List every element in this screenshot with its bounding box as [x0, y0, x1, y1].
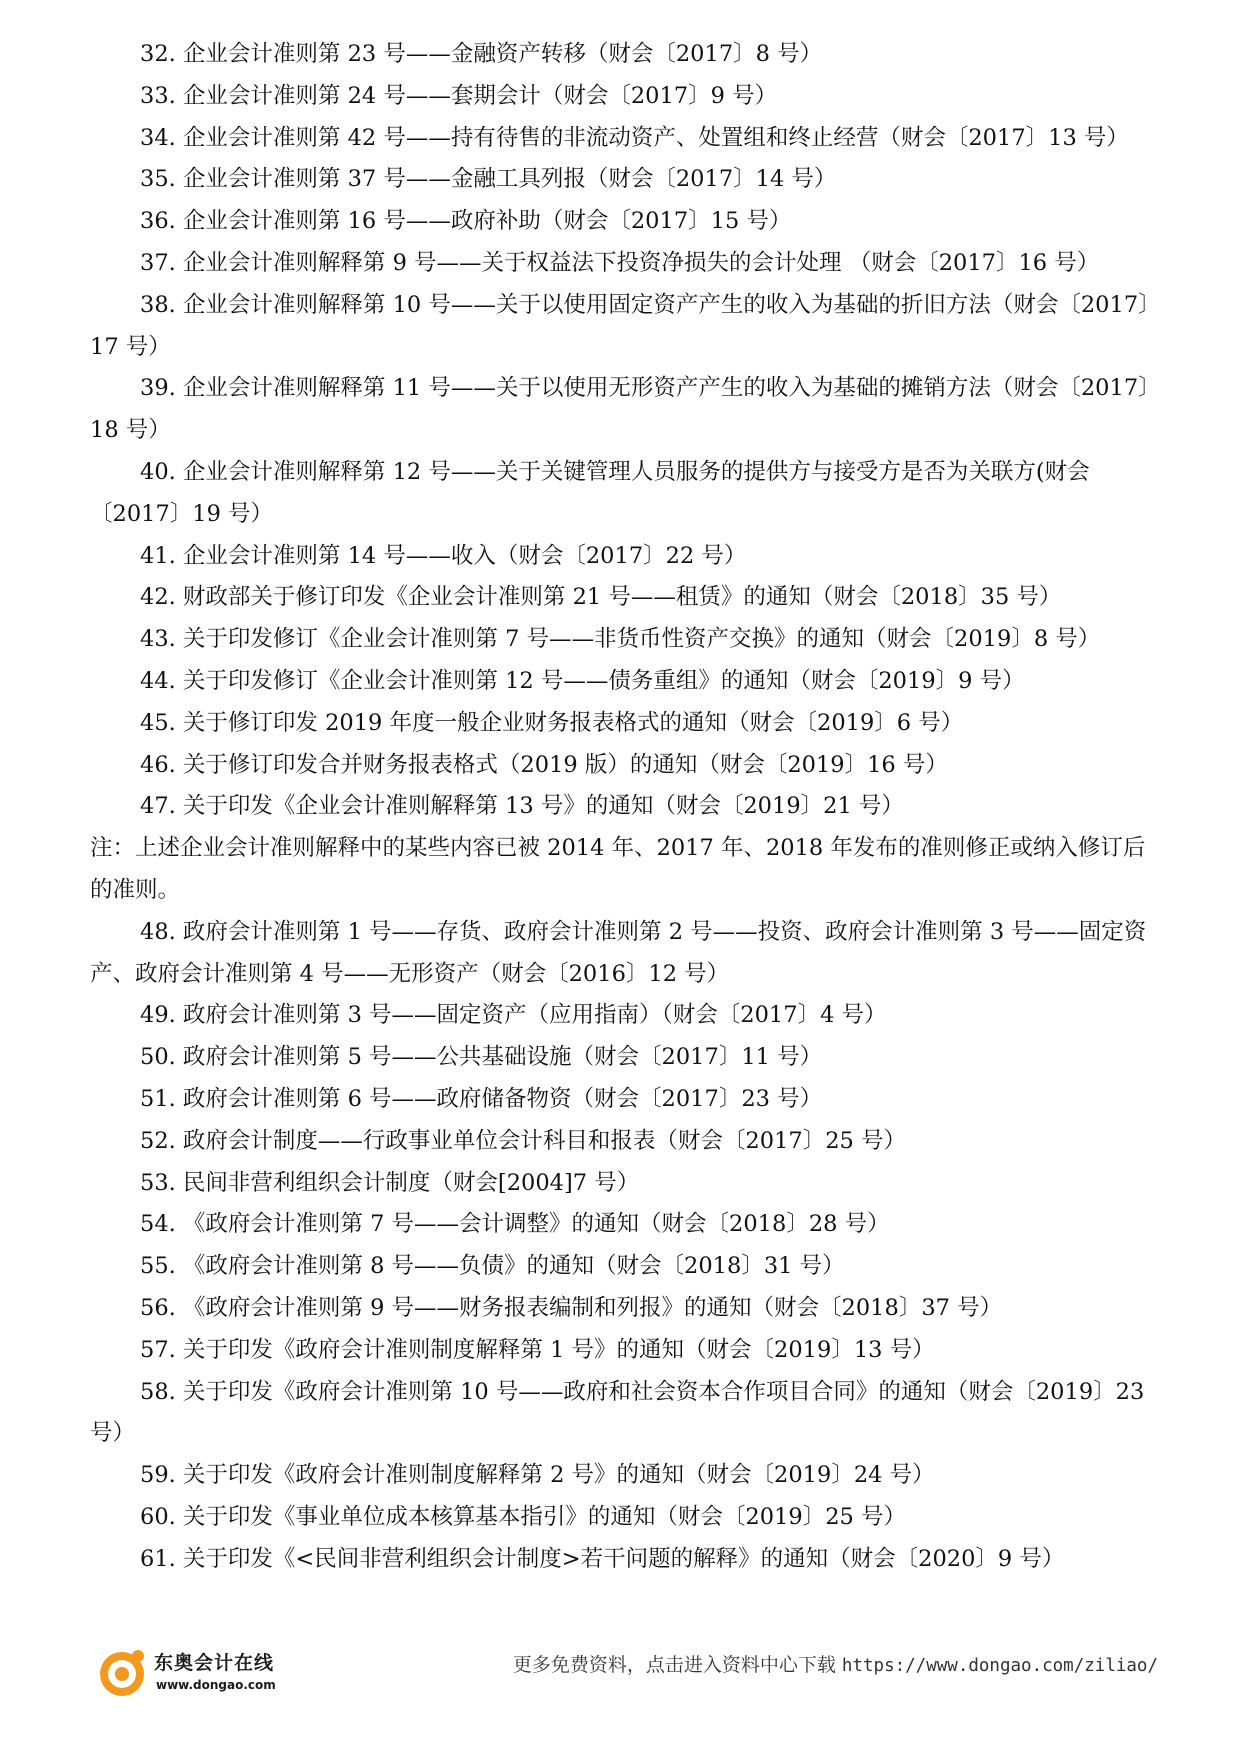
list-item: 51. 政府会计准则第 6 号——政府储备物资（财会〔2017〕23 号）	[140, 1085, 823, 1112]
list-item: 43. 关于印发修订《企业会计准则第 7 号——非货币性资产交换》的通知（财会〔2019〕8 号）	[140, 626, 1101, 653]
download-label: 更多免费资料，点击进入资料中心下载	[512, 1654, 836, 1676]
list-item: 49. 政府会计准则第 3 号——固定资产（应用指南）（财会〔2017〕4 号）	[140, 1002, 887, 1029]
list-item: 42. 财政部关于修订印发《企业会计准则第 21 号——租赁》的通知（财会〔2018〕35 号）	[140, 584, 1062, 611]
list-item: 53. 民间非营利组织会计制度（财会[2004]7 号）	[140, 1169, 640, 1196]
dongao-logo-icon	[94, 1644, 150, 1700]
list-item: 35. 企业会计准则第 37 号——金融工具列报（财会〔2017〕14 号）	[140, 166, 837, 193]
list-item: 54. 《政府会计准则第 7 号——会计调整》的通知（财会〔2018〕28 号）	[140, 1211, 890, 1238]
list-item: 48. 政府会计准则第 1 号——存货、政府会计准则第 2 号——投资、政府会计准则第 3 号——固定资产、政府会计准则第 4 号——无形资产（财会〔2016〕12 号）	[90, 918, 1147, 987]
logo-name: 东奥会计在线	[154, 1652, 275, 1674]
list-item: 34. 企业会计准则第 42 号——持有待售的非流动资产、处置组和终止经营（财会〔2017〕13 号）	[140, 124, 1129, 151]
list-item: 60. 关于印发《事业单位成本核算基本指引》的通知（财会〔2019〕25 号）	[140, 1503, 906, 1530]
note-paragraph: 注：上述企业会计准则解释中的某些内容已被 2014 年、2017 年、2018 年发布的准则修正或纳入修订后的准则。	[90, 835, 1146, 903]
list-item: 38. 企业会计准则解释第 10 号——关于以使用固定资产产生的收入为基础的折旧方法（财会〔2017〕17 号）	[90, 291, 1150, 360]
list-item: 61. 关于印发《<民间非营利组织会计制度>若干问题的解释》的通知（财会〔2020〕9 号）	[140, 1545, 1065, 1572]
document-body	[90, 34, 1158, 1580]
list-item: 56. 《政府会计准则第 9 号——财务报表编制和列报》的通知（财会〔2018〕37 号）	[140, 1294, 1003, 1321]
list-item: 50. 政府会计准则第 5 号——公共基础设施（财会〔2017〕11 号）	[140, 1044, 823, 1071]
logo-url: www.dongao.com	[156, 1678, 276, 1692]
list-item: 41. 企业会计准则第 14 号——收入（财会〔2017〕22 号）	[140, 542, 747, 569]
list-item: 58. 关于印发《政府会计准则第 10 号——政府和社会资本合作项目合同》的通知（财会〔2019〕23 号）	[90, 1378, 1145, 1447]
list-item: 37. 企业会计准则解释第 9 号——关于权益法下投资净损失的会计处理 （财会〔2017〕16 号）	[140, 249, 1100, 276]
list-item: 59. 关于印发《政府会计准则制度解释第 2 号》的通知（财会〔2019〕24 号）	[140, 1462, 935, 1489]
list-item: 44. 关于印发修订《企业会计准则第 12 号——债务重组》的通知（财会〔2019〕9 号）	[140, 667, 1025, 694]
list-item: 57. 关于印发《政府会计准则制度解释第 1 号》的通知（财会〔2019〕13 号）	[140, 1336, 935, 1363]
list-item: 39. 企业会计准则解释第 11 号——关于以使用无形资产产生的收入为基础的摊销方法（财会〔2017〕18 号）	[90, 375, 1150, 444]
download-link[interactable]: https://www.dongao.com/ziliao/	[841, 1656, 1158, 1676]
dongao-logo[interactable]	[94, 1642, 274, 1702]
list-item: 45. 关于修订印发 2019 年度一般企业财务报表格式的通知（财会〔2019〕6 号）	[140, 709, 964, 736]
download-promo	[513, 1650, 1158, 1677]
list-item: 32. 企业会计准则第 23 号——金融资产转移（财会〔2017〕8 号）	[140, 41, 823, 67]
list-item: 47. 关于印发《企业会计准则解释第 13 号》的通知（财会〔2019〕21 号）	[140, 793, 904, 820]
page-footer	[0, 1624, 1240, 1714]
list-item: 40. 企业会计准则解释第 12 号——关于关键管理人员服务的提供方与接受方是否为关联方(财会〔2017〕19 号）	[90, 458, 1090, 527]
list-item: 36. 企业会计准则第 16 号——政府补助（财会〔2017〕15 号）	[140, 208, 792, 235]
list-item: 33. 企业会计准则第 24 号——套期会计（财会〔2017〕9 号）	[140, 82, 778, 109]
list-item: 46. 关于修订印发合并财务报表格式（2019 版）的通知（财会〔2019〕16 号）	[140, 751, 948, 778]
list-item: 55. 《政府会计准则第 8 号——负债》的通知（财会〔2018〕31 号）	[140, 1253, 845, 1280]
list-item: 52. 政府会计制度——行政事业单位会计科目和报表（财会〔2017〕25 号）	[140, 1127, 906, 1154]
